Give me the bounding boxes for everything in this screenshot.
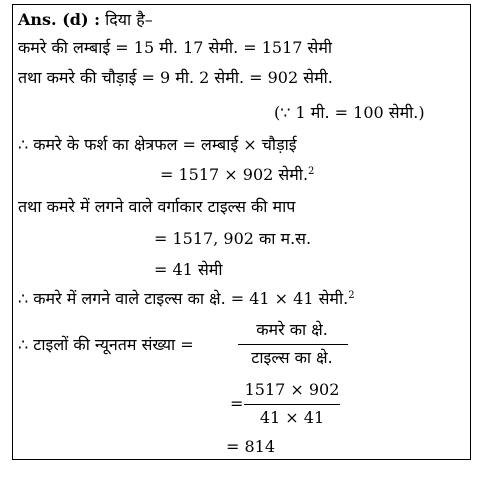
answer-label: Ans. (d) :: [18, 10, 100, 29]
min-tiles-label: ∴ टाइलों की न्यूनतम संख्या =: [18, 335, 194, 354]
area-value-line: [160, 165, 314, 185]
area-value: = 1517 × 902 सेमी.: [160, 165, 309, 184]
fraction2-denominator: 41 × 41: [259, 408, 325, 427]
fraction1-bar: [238, 344, 348, 345]
breadth-line: तथा कमरे की चौड़ाई = 9 मी. 2 सेमी. = 902 सेमी.: [18, 68, 333, 87]
tile-area: ∴ कमरे में लगने वाले टाइल्स का क्षे. = 41 × 41 सेमी.: [18, 289, 349, 308]
tile-measure-line: तथा कमरे में लगने वाले वर्गाकार टाइल्स की माप: [18, 197, 296, 216]
tile-area-power: 2: [348, 290, 355, 301]
equals-sign: =: [230, 394, 244, 413]
conversion-note: (∵ 1 मी. = 100 सेमी.): [274, 103, 425, 122]
fraction2-numerator: 1517 × 902: [244, 380, 340, 399]
area-unit-power: 2: [308, 166, 315, 177]
answer-intro: दिया है–: [105, 10, 153, 29]
tile-side-line: = 41 सेमी: [154, 260, 223, 279]
area-formula-line: ∴ कमरे के फर्श का क्षेत्रफल = लम्बाई × चौड़ाई: [18, 135, 297, 154]
length-line: कमरे की लम्बाई = 15 मी. 17 सेमी. = 1517 सेमी: [18, 38, 333, 57]
fraction2-bar: [244, 404, 340, 405]
tile-area-line: [18, 289, 355, 309]
fraction1-denominator: टाइल्स का क्षे.: [251, 348, 333, 367]
fraction1-numerator: कमरे का क्षे.: [256, 320, 328, 339]
answer-heading: [18, 10, 153, 30]
hcf-line: = 1517, 902 का म.स.: [154, 229, 312, 248]
result-line: = 814: [226, 437, 276, 456]
